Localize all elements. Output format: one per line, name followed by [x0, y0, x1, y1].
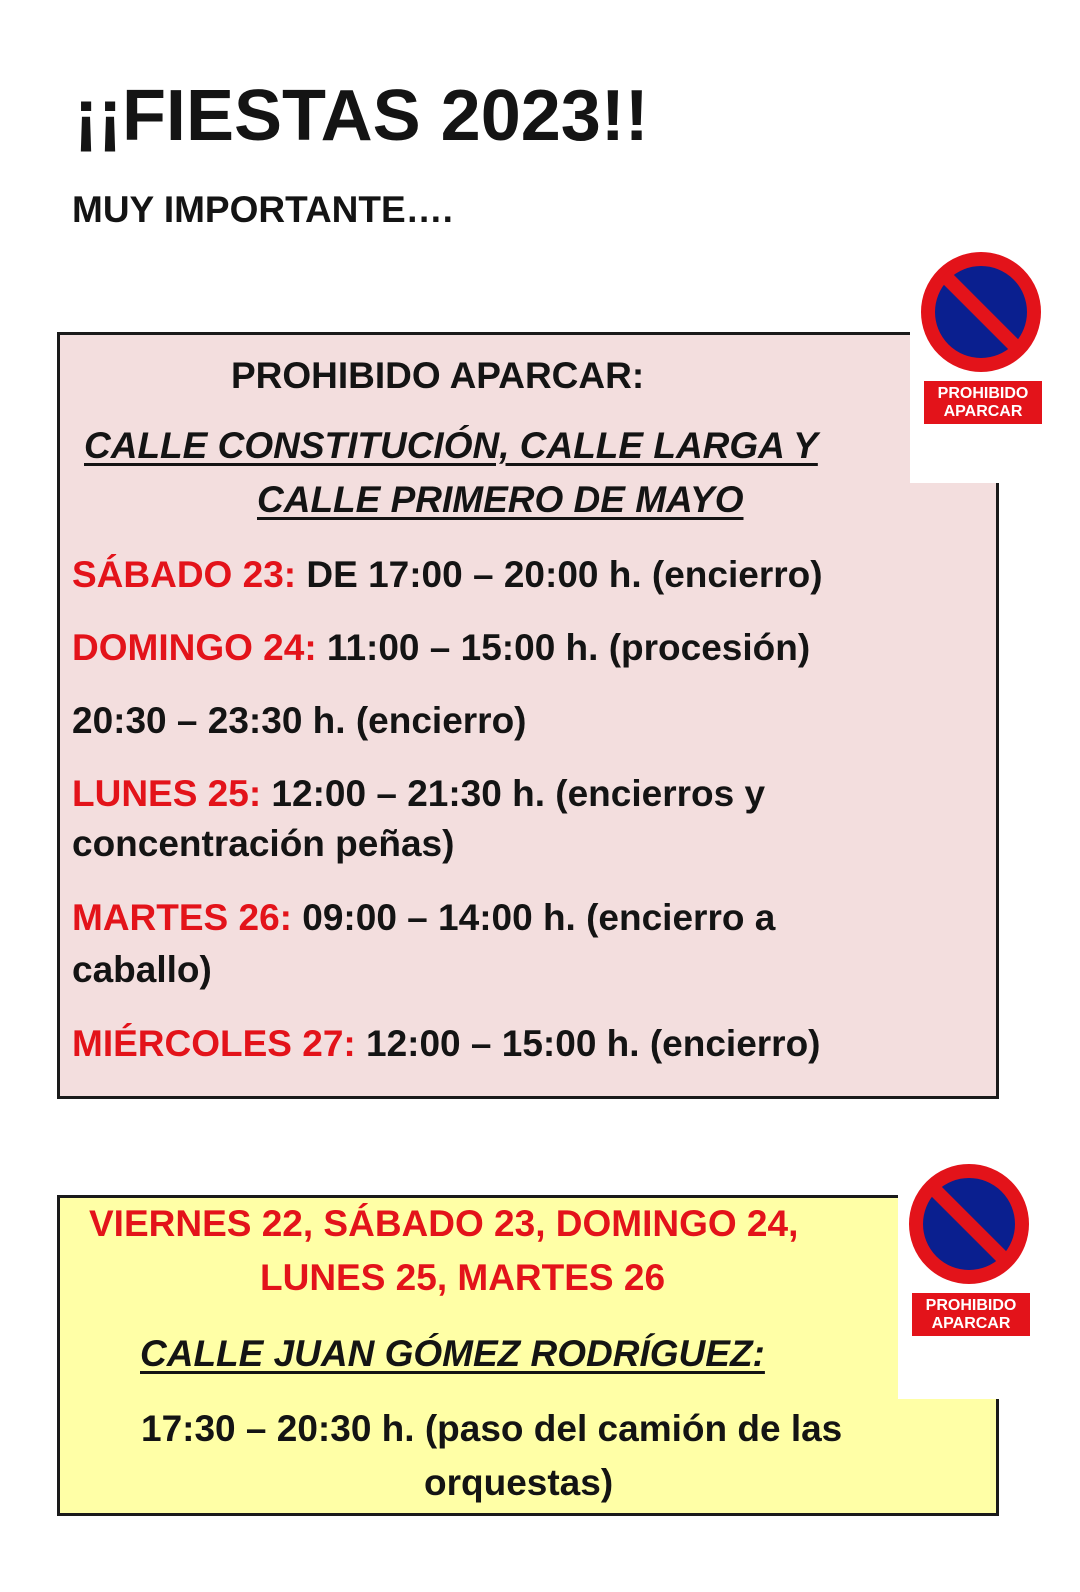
schedule-row-continuation: caballo) [72, 949, 212, 990]
sign-label [912, 1293, 1030, 1336]
section1-heading: PROHIBIDO APARCAR: [231, 355, 645, 396]
no-parking-icon [908, 1163, 1030, 1285]
no-parking-icon [920, 251, 1042, 373]
page-title: ¡¡FIESTAS 2023!! [74, 76, 649, 156]
schedule-day: LUNES 25: [72, 773, 262, 814]
sign-label-line2: APARCAR [943, 403, 1023, 420]
schedule-time: 12:00 – 21:30 h. (encierros y [261, 773, 766, 814]
schedule-time: DE 17:00 – 20:00 h. (encierro) [296, 554, 823, 595]
section2-street: CALLE JUAN GÓMEZ RODRÍGUEZ: [140, 1333, 765, 1374]
schedule-row [72, 770, 765, 818]
schedule-day: SÁBADO 23: [72, 554, 297, 595]
schedule-day: DOMINGO 24: [72, 627, 317, 668]
schedule-time: 11:00 – 15:00 h. (procesión) [316, 627, 811, 668]
schedule-row [72, 624, 810, 672]
schedule-row [72, 697, 527, 745]
section2-days-line-1: VIERNES 22, SÁBADO 23, DOMINGO 24, [89, 1203, 799, 1244]
no-parking-sign [910, 251, 1050, 483]
schedule-time: 12:00 – 15:00 h. (encierro) [355, 1023, 821, 1064]
section2-time-line-1: 17:30 – 20:30 h. (paso del camión de las [141, 1408, 843, 1449]
sign-label [924, 381, 1042, 424]
sign-label-line2: APARCAR [931, 1315, 1011, 1332]
sign-label-line1: PROHIBIDO [937, 385, 1029, 402]
sign-label-line1: PROHIBIDO [925, 1297, 1017, 1314]
schedule-row [72, 1020, 821, 1068]
streets-line-1: CALLE CONSTITUCIÓN, CALLE LARGA Y [84, 425, 818, 466]
streets-line-2: CALLE PRIMERO DE MAYO [257, 479, 744, 520]
page-subtitle: MUY IMPORTANTE…. [72, 189, 453, 230]
schedule-day: MARTES 26: [72, 897, 292, 938]
no-parking-sign [898, 1163, 1038, 1399]
schedule-time: 20:30 – 23:30 h. (encierro) [72, 700, 527, 741]
schedule-row [72, 894, 775, 942]
section2-days-line-2: LUNES 25, MARTES 26 [260, 1257, 666, 1298]
schedule-time: 09:00 – 14:00 h. (encierro a [291, 897, 776, 938]
schedule-day: MIÉRCOLES 27: [72, 1023, 356, 1064]
schedule-row-continuation: concentración peñas) [72, 823, 455, 864]
schedule-row [72, 551, 823, 599]
section2-time-line-2: orquestas) [424, 1462, 614, 1503]
